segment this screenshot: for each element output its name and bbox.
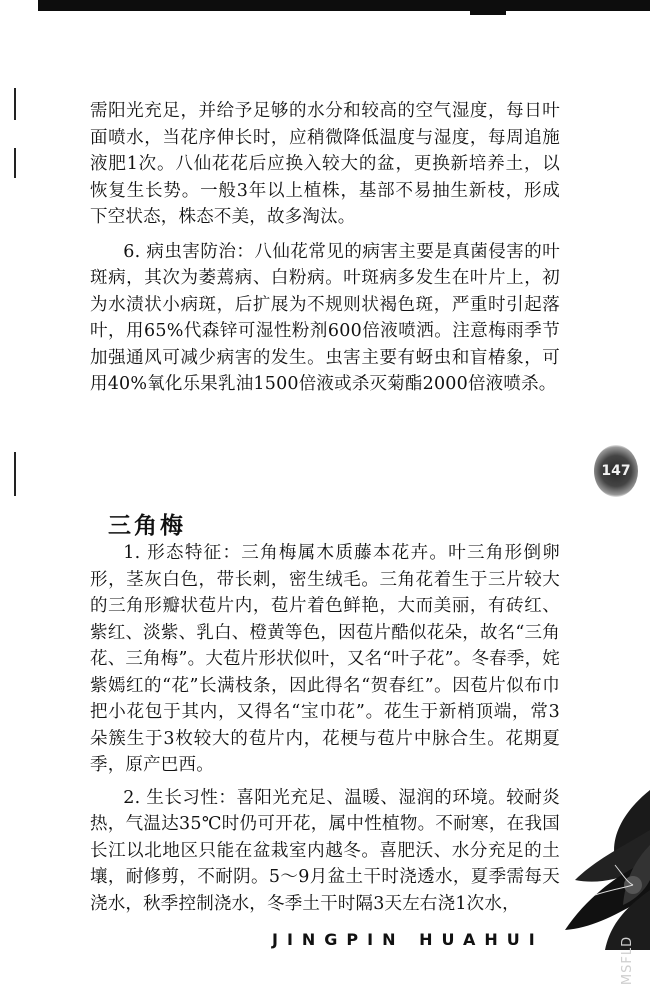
footer-book-title: JINGPIN HUAHUI	[272, 930, 544, 949]
top-border-bar	[38, 0, 650, 11]
paragraph-pest-control: 6. 病虫害防治：八仙花常见的病害主要是真菌侵害的叶斑病，其次为萎蔫病、白粉病。叶斑病多发生在叶片上，初为水渍状小病斑，后扩展为不规则状褐色斑，严重时引起落叶，用65%代森锌可湿性粉剂600倍液喷洒。注意梅雨季节加强通风可减少病害的发生。虫害主要有蚜虫和盲椿象，可用40%氧化乐果乳油1500倍液或杀灭菊酯2000倍液喷杀。	[90, 241, 560, 394]
page-number: 147	[594, 445, 638, 497]
watermark	[608, 920, 648, 1000]
paragraph-growth-habit: 2. 生长习性：喜阳光充足、温暖、湿润的环境。较耐炎热，气温达35℃时仍可开花，属中性植物。不耐寒，在我国长江以北地区只能在盆栽室内越冬。喜肥沃、水分充足的土壤，耐修剪，不耐阴。5～9月盆土干时浇透水，夏季需每天浇水，秋季控制浇水，冬季土干时隔3天左右浇1次水，	[90, 787, 560, 914]
top-border-notch	[470, 9, 506, 15]
section-title: 三角梅	[108, 513, 186, 539]
margin-mark	[14, 148, 16, 178]
paragraph-morphology: 1. 形态特征：三角梅属木质藤本花卉。叶三角形倒卵形，茎灰白色，带长刺，密生绒毛。三角花着生于三片较大的三角形瓣状苞片内，苞片着色鲜艳，大而美丽，有砖红、紫红、淡紫、乳白、橙黄等色，因苞片酷似花朵，故名“三角花、三角梅”。大苞片形状似叶，又名“叶子花”。冬春季，姹紫嫣红的“花”长满枝条，因此得名“贺春红”。因苞片似布巾把小花包于其内，又得名“宝巾花”。花生于新梢顶端，常3朵簇生于3枚较大的苞片内，花梗与苞片中脉合生。花期夏季，原产巴西。	[90, 543, 560, 775]
top-text-block	[90, 98, 560, 398]
margin-mark	[14, 452, 16, 496]
paragraph-watering: 需阳光充足，并给予足够的水分和较高的空气湿度，每日叶面喷水，当花序伸长时，应稍微降低温度与湿度，每周追施液肥1次。八仙花花后应换入较大的盆，更换新培养土，以恢复生长势。一般3年以上植株，基部不易抽生新枝，形成下空状态，株态不美，故多淘汰。	[90, 101, 560, 227]
margin-mark	[14, 88, 16, 120]
watermark-text: MSFLD	[620, 935, 636, 985]
bottom-text-block	[90, 540, 560, 917]
